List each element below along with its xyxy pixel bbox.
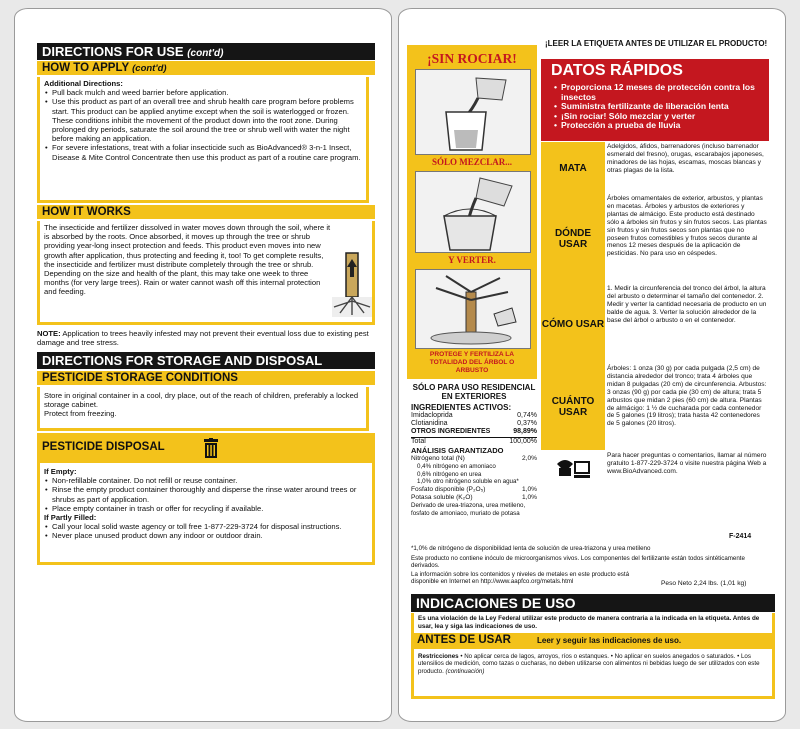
- how-it-works-box: [37, 221, 375, 325]
- tree-pour-icon: [416, 270, 530, 348]
- storage-disposal-header: DIRECTIONS FOR STORAGE AND DISPOSAL: [37, 352, 375, 369]
- list-item: • For severe infestations, treat with a foliar insecticide such as BioAdvanced® 3-n-1 Insect, Disease & Mite Control Concentrate then use this product as part of a routine care program.: [52, 143, 362, 161]
- metales-text: La información sobre los contenidos y niveles de metales en este producto está disponible en Internet en http://www.aapfco.org/metals.html: [411, 571, 630, 586]
- nutrient-sub: 0,6% nitrógeno en urea: [417, 470, 482, 478]
- storage-text: Protect from freezing.: [44, 409, 117, 419]
- table-row: [541, 142, 769, 195]
- antes-de-usar-header: ANTES DE USAR Leer y seguir las indicaciones de uso.: [411, 633, 775, 649]
- bucket-pour-icon: [416, 172, 530, 252]
- additional-directions: Additional Directions: • Pull back mulch and weed barrier before application. • Use this product as part of an overall tree and shrub health care program before problems start. This product can be applied anytime except when the soil is waterlogged or frozen. These conditions inhibit the movement of the product down into the root zone. During prolonged dry periods, saturate the soil around the tree or shrub well with water the night before making an application. • For severe infestations, treat with a foliar insecticide such as BioAdvanced® 3-n-1 Insect, Disease & Mite Control Concentrate then use this product as part of a routine care program.: [37, 77, 369, 203]
- measure-illustration: [415, 69, 531, 155]
- list-item: • Rinse the empty product container thoroughly and disperse the rinse water around trees or shrubs as part of application.: [52, 485, 368, 503]
- list-item: • Proporciona 12 meses de protección contra los insectos: [561, 83, 771, 102]
- footnote: *1,0% de nitrógeno de disponibilidad lenta de solución de urea-triazona y urea metileno: [411, 545, 651, 552]
- disposal-box: If Empty: • Non-refillable container. Do not refill or reuse container. • Rinse the empty product container thoroughly and disperse the rinse water around trees or shrubs as part of application. • Place empty container in trash or offer for recycling if available. If Partly Filled: • Call your local solid waste agency or toll free 1-877-229-3724 for disposal instructions. • Never place unused product down any indoor or outdoor drain.: [37, 463, 375, 565]
- nutrient-sub: 0,4% nitrógeno en amoniaco: [417, 463, 496, 471]
- list-item: • Never place unused product down any indoor or outdoor drain.: [52, 531, 368, 540]
- pour-illustration: [415, 269, 531, 349]
- violacion-text: Es una violación de la Ley Federal utilizar este producto de manera contraria a la indicada en la etiqueta. Antes de usar, lea y siga las indicaciones de uso.: [418, 615, 760, 630]
- tree-roots-icon: [330, 251, 374, 319]
- product-code: F-2414: [729, 533, 752, 540]
- nutrient-row: Potasa soluble (K₂O) 1,0%: [411, 494, 537, 501]
- measuring-cup-icon: [416, 70, 530, 154]
- protege-caption: PROTEGE Y FERTILIZA LA TOTALIDAD DEL ÁRBOL O ARBUSTO: [429, 351, 515, 374]
- trash-can-icon: [203, 438, 219, 458]
- datos-rapidos-box: [541, 59, 769, 141]
- ingredient-row: OTROS INGREDIENTES 98,89%: [411, 428, 537, 436]
- storage-conditions-header: PESTICIDE STORAGE CONDITIONS: [37, 371, 375, 385]
- row-label: CUÁNTO USAR: [541, 364, 606, 450]
- nutrient-sub: 1,0% otro nitrógeno soluble en agua*: [417, 478, 519, 486]
- nutrient-row: Nitrógeno total (N) 2,0%: [411, 454, 537, 462]
- derivado-text: Derivado de urea-triazona, urea metileno, fosfato de amoniaco, muriato de potasa: [411, 502, 526, 517]
- row-text: Árboles ornamentales de exterior, arbustos, y plantas en macetas. Árboles y arbustos de exteriores y plantas de almácigo. Este producto está destinado sólo a árboles sin frutos y sin frutos secos. Las plantas sin frutos y sin frutos secos son plantas que no poseen frutos comestibles y frutos secos durante al menos 12 meses después de la aplicación de pesticidas. No para uso en céspedes.: [607, 195, 767, 258]
- instruction-illustrations: [407, 45, 537, 379]
- sin-rociar-title: ¡SIN ROCIAR!: [427, 51, 517, 66]
- ingredient-row: Clotianidina 0,37%: [411, 420, 537, 428]
- ingredients-title: INGREDIENTES ACTIVOS:: [411, 403, 512, 412]
- indicaciones-box: [411, 613, 775, 699]
- read-label-banner: ¡LEER LA ETIQUETA ANTES DE UTILIZAR EL PRODUCTO!: [545, 39, 768, 48]
- ingredients-block: [411, 383, 537, 517]
- row-text: 1. Medir la circunferencia del tronco del árbol, la altura del arbusto o determinar el tamaño del contenedor. 2. Medir y verter la cantidad necesaria de producto en un balde de agua. 3. Verter la solución alrededor de la base del árbol o arbusto o en el contenedor.: [607, 285, 767, 324]
- contact-row: [541, 450, 769, 490]
- row-label: CÓMO USAR: [541, 284, 606, 364]
- solo-para-uso: SÓLO PARA USO RESIDENCIAL EN EXTERIORES: [412, 383, 536, 401]
- list-item: • Suministra fertilizante de liberación lenta: [561, 102, 771, 112]
- row-text: Adelgidos, áfidos, barrenadores (incluso barrenador esmerald del fresno), orugas, escarabajos japoneses, minadores de las hojas, escamas, moscas blancas y otras plagas de la lista.: [607, 143, 764, 174]
- row-label: DÓNDE USAR: [541, 194, 606, 284]
- list-item: • Non-refillable container. Do not refill or reuse container.: [52, 476, 368, 485]
- mix-illustration: [415, 171, 531, 253]
- ingredient-row: Total 100,00%: [411, 437, 537, 445]
- storage-box: [37, 387, 369, 431]
- how-it-works-header: HOW IT WORKS: [37, 205, 375, 219]
- list-item: • Call your local solid waste agency or toll free 1-877-229-3724 for disposal instructions.: [52, 522, 368, 531]
- how-to-apply-header: HOW TO APPLY (cont'd): [37, 61, 375, 75]
- storage-text: Store in original container in a cool, dry place, out of the reach of children, preferably a locked storage cabinet.: [44, 391, 359, 410]
- row-label: MATA: [541, 142, 606, 194]
- spanish-label-panel: [398, 8, 786, 722]
- restricciones: Restricciones • No aplicar cerca de lagos, arroyos, ríos o estanques. • No aplicar en suelos anegados o saturados. • Los utensilios de medición, como tazas o cucharas, no deben utilizarse con alimentos ni bebidas luego de ser utilizados con este producto. (continuación): [418, 653, 760, 675]
- contact-text: Para hacer preguntas o comentarios, llamar al número gratuito 1-877-229-3724 o visite nuestra página Web a www.BioAdvanced.com.: [607, 452, 767, 475]
- table-row: [541, 284, 769, 365]
- disposal-header: PESTICIDE DISPOSAL: [37, 433, 375, 463]
- analisis-title: ANÁLISIS GARANTIZADO: [411, 445, 504, 455]
- net-weight: Peso Neto 2,24 lbs. (1,01 kg): [661, 580, 747, 587]
- list-item: • Place empty container in trash or offer for recycling if available.: [52, 504, 368, 513]
- ingredient-row: Imidacloprida 0,74%: [411, 412, 537, 419]
- list-item: • Pull back mulch and weed barrier before application.: [52, 88, 362, 97]
- nutrient-row: Fosfato disponible (P₂O₅) 1,0%: [411, 485, 537, 493]
- table-row: [541, 194, 769, 285]
- y-verter-label: Y VERTER.: [448, 255, 496, 265]
- solo-mezclar-label: SÓLO MEZCLAR...: [431, 157, 512, 167]
- phone-computer-icon: [555, 454, 591, 484]
- list-item: • ¡Sin rociar! Sólo mezclar y verter: [561, 112, 771, 122]
- how-it-works-text: The insecticide and fertilizer dissolved in water moves down through the soil, where it is absorbed by the roots. Once absorbed, it moves up through the tree or shrub providing year-long insect protection and feeds. This product even moves into new growth after application, thus protecting and feeding it, too! To get complete results, the insecticide and fertilizer must distribute completely through the tree or shrub. Depending on the size and health of the plant, this may take one week to three months (for very large trees). Rain or water cannot wash off this internal protection and feeding.: [44, 223, 331, 297]
- english-label-panel: [14, 8, 392, 722]
- inoculo-text: Este producto no contiene inóculo de microorganismos vivos. Los componentes del fertilizante están todos sintéticamente derivados.: [411, 555, 745, 570]
- row-text: Árboles: 1 onza (30 g) por cada pulgada (2,5 cm) de distancia alrededor del tronco; trata 4 árboles que midan 8 pulgadas (20 cm) de circunferencia. Arbustos: 3 onzas (90 g) por cada pie (30 cm) de altura; trata 5 arbustos que midan 2 pies (60 cm) de altura. Plantas de almácigo: 1 ½ de cucharada por cada contenedor de 5 galones (19 litros); trata hasta 42 contenedores de 5 galones (20 litros).: [607, 365, 767, 428]
- indicaciones-header: INDICACIONES DE USO: [411, 594, 775, 612]
- list-item: • Protección a prueba de lluvia: [561, 121, 771, 131]
- datos-rapidos-title: DATOS RÁPIDOS: [551, 62, 683, 79]
- note: NOTE: Application to trees heavily infested may not prevent their eventual loss due to existing pest damage and tree stress.: [37, 329, 369, 348]
- list-item: • Use this product as part of an overall tree and shrub health care program before problems start. This product can be applied anytime except when the soil is waterlogged or frozen. These conditions inhibit the movement of the product down into the root zone. During prolonged dry periods, saturate the soil around the tree or shrub well with water the night before making an application.: [52, 97, 362, 143]
- directions-for-use-header: DIRECTIONS FOR USE (cont'd): [37, 43, 375, 60]
- table-row: [541, 364, 769, 451]
